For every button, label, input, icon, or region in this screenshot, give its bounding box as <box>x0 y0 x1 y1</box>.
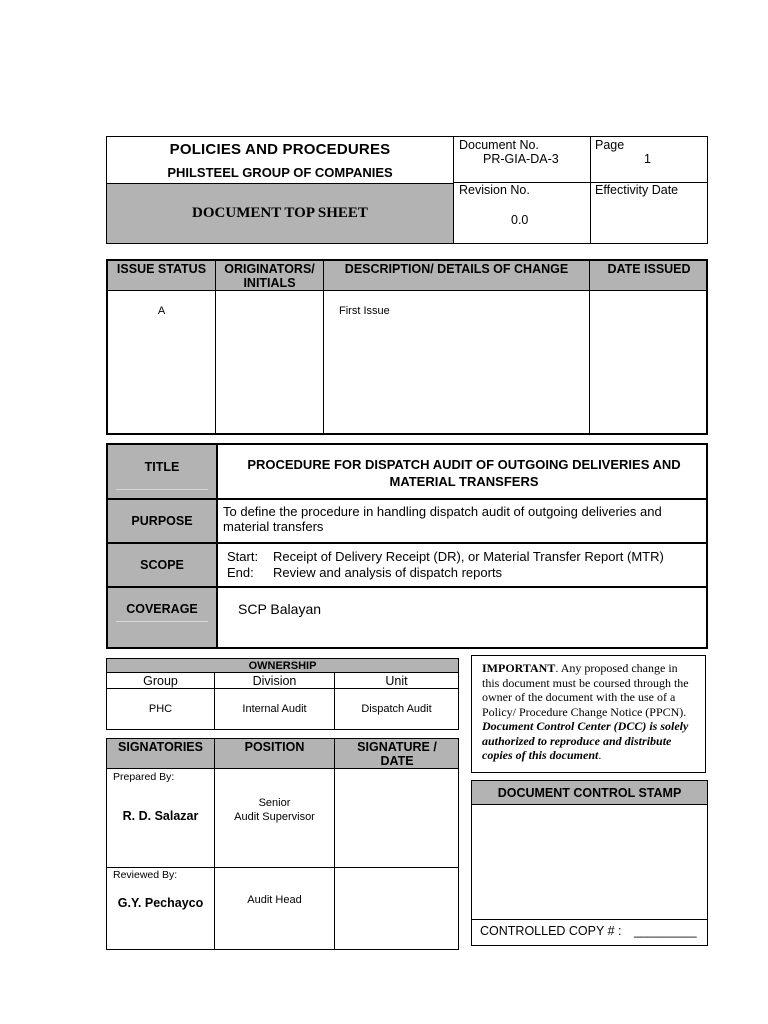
signature-date-header: SIGNATURE / DATE <box>357 740 437 768</box>
prepared-by-position-line2: Audit Supervisor <box>234 811 315 823</box>
ownership-division-value: Internal Audit <box>242 703 307 715</box>
ownership-group-header: Group <box>143 674 178 688</box>
purpose-text: To define the procedure in handling dispatch audit of outgoing deliveries and material transfers <box>223 504 662 534</box>
reviewed-by-position: Audit Head <box>247 894 302 906</box>
controlled-copy-blank[interactable]: _________ <box>634 924 697 938</box>
scope-end-label: End: <box>227 565 254 580</box>
ownership-unit-header: Unit <box>385 674 408 688</box>
prepared-by-name: R. D. Salazar <box>122 809 199 823</box>
policies-title: POLICIES AND PROCEDURES <box>169 141 391 158</box>
issue-status-table <box>106 259 708 435</box>
originators-header: ORIGINATORS/ INITIALS <box>224 262 315 290</box>
scope-end-value: Review and analysis of dispatch reports <box>273 565 503 580</box>
important-emphasis: Document Control Center (DCC) is solely authorized to reproduce and distribute copies of this document <box>482 719 689 762</box>
ownership-unit-value: Dispatch Audit <box>361 703 432 715</box>
reviewed-by-name: G.Y. Pechayco <box>117 896 204 910</box>
description-header: DESCRIPTION/ DETAILS OF CHANGE <box>344 262 569 276</box>
doc-no-label: Document No. <box>459 138 539 152</box>
important-notice <box>471 655 706 773</box>
ownership-division-header: Division <box>252 674 297 688</box>
sheet-title-area <box>107 183 453 243</box>
coverage-value: SCP Balayan <box>238 601 322 617</box>
coverage-label: COVERAGE <box>126 602 198 616</box>
date-issued-header: DATE ISSUED <box>607 262 691 276</box>
ownership-table <box>106 658 459 730</box>
signatories-header: SIGNATORIES <box>118 740 203 754</box>
stamp-title: DOCUMENT CONTROL STAMP <box>472 781 707 805</box>
procedure-info-table <box>106 443 708 649</box>
important-label: IMPORTANT <box>482 661 556 675</box>
important-end: . <box>598 748 602 762</box>
title-label: TITLE <box>144 460 180 474</box>
page-value: 1 <box>644 152 651 166</box>
prepared-by-position-line1: Senior <box>258 797 291 809</box>
ownership-title: OWNERSHIP <box>107 659 458 673</box>
prepared-by-label: Prepared By: <box>113 771 175 783</box>
issue-status-cell: A <box>157 305 166 317</box>
revision-label: Revision No. <box>459 183 530 197</box>
scope-start-value: Receipt of Delivery Receipt (DR), or Material Transfer Report (MTR) <box>273 549 664 564</box>
company-name: PHILSTEEL GROUP OF COMPANIES <box>167 165 393 180</box>
controlled-copy-label: CONTROLLED COPY # : <box>480 924 622 938</box>
scope-start-label: Start: <box>227 549 259 564</box>
ownership-group-value: PHC <box>148 703 173 715</box>
revision-value: 0.0 <box>511 213 529 227</box>
doc-no-value: PR-GIA-DA-3 <box>483 152 559 166</box>
header-box <box>106 136 708 244</box>
document-top-sheet-title: DOCUMENT TOP SHEET <box>192 205 368 221</box>
signatories-table <box>106 738 459 950</box>
reviewed-by-label: Reviewed By: <box>113 869 178 881</box>
header-title-area <box>107 137 453 183</box>
important-text: . Any proposed change in this document must be coursed through the owner of the document with the use of a Policy/ Procedure Change Notice (PPCN). <box>482 661 689 719</box>
procedure-title: PROCEDURE FOR DISPATCH AUDIT OF OUTGOING DELIVERIES AND MATERIAL TRANSFERS <box>247 457 681 489</box>
position-header: POSITION <box>244 740 305 754</box>
document-control-stamp <box>471 780 708 946</box>
purpose-label: PURPOSE <box>131 514 193 528</box>
issue-status-header: ISSUE STATUS <box>116 262 207 276</box>
effectivity-label: Effectivity Date <box>595 183 679 197</box>
description-cell: First Issue <box>339 305 390 317</box>
scope-label: SCOPE <box>140 558 184 572</box>
page-label: Page <box>595 138 625 152</box>
